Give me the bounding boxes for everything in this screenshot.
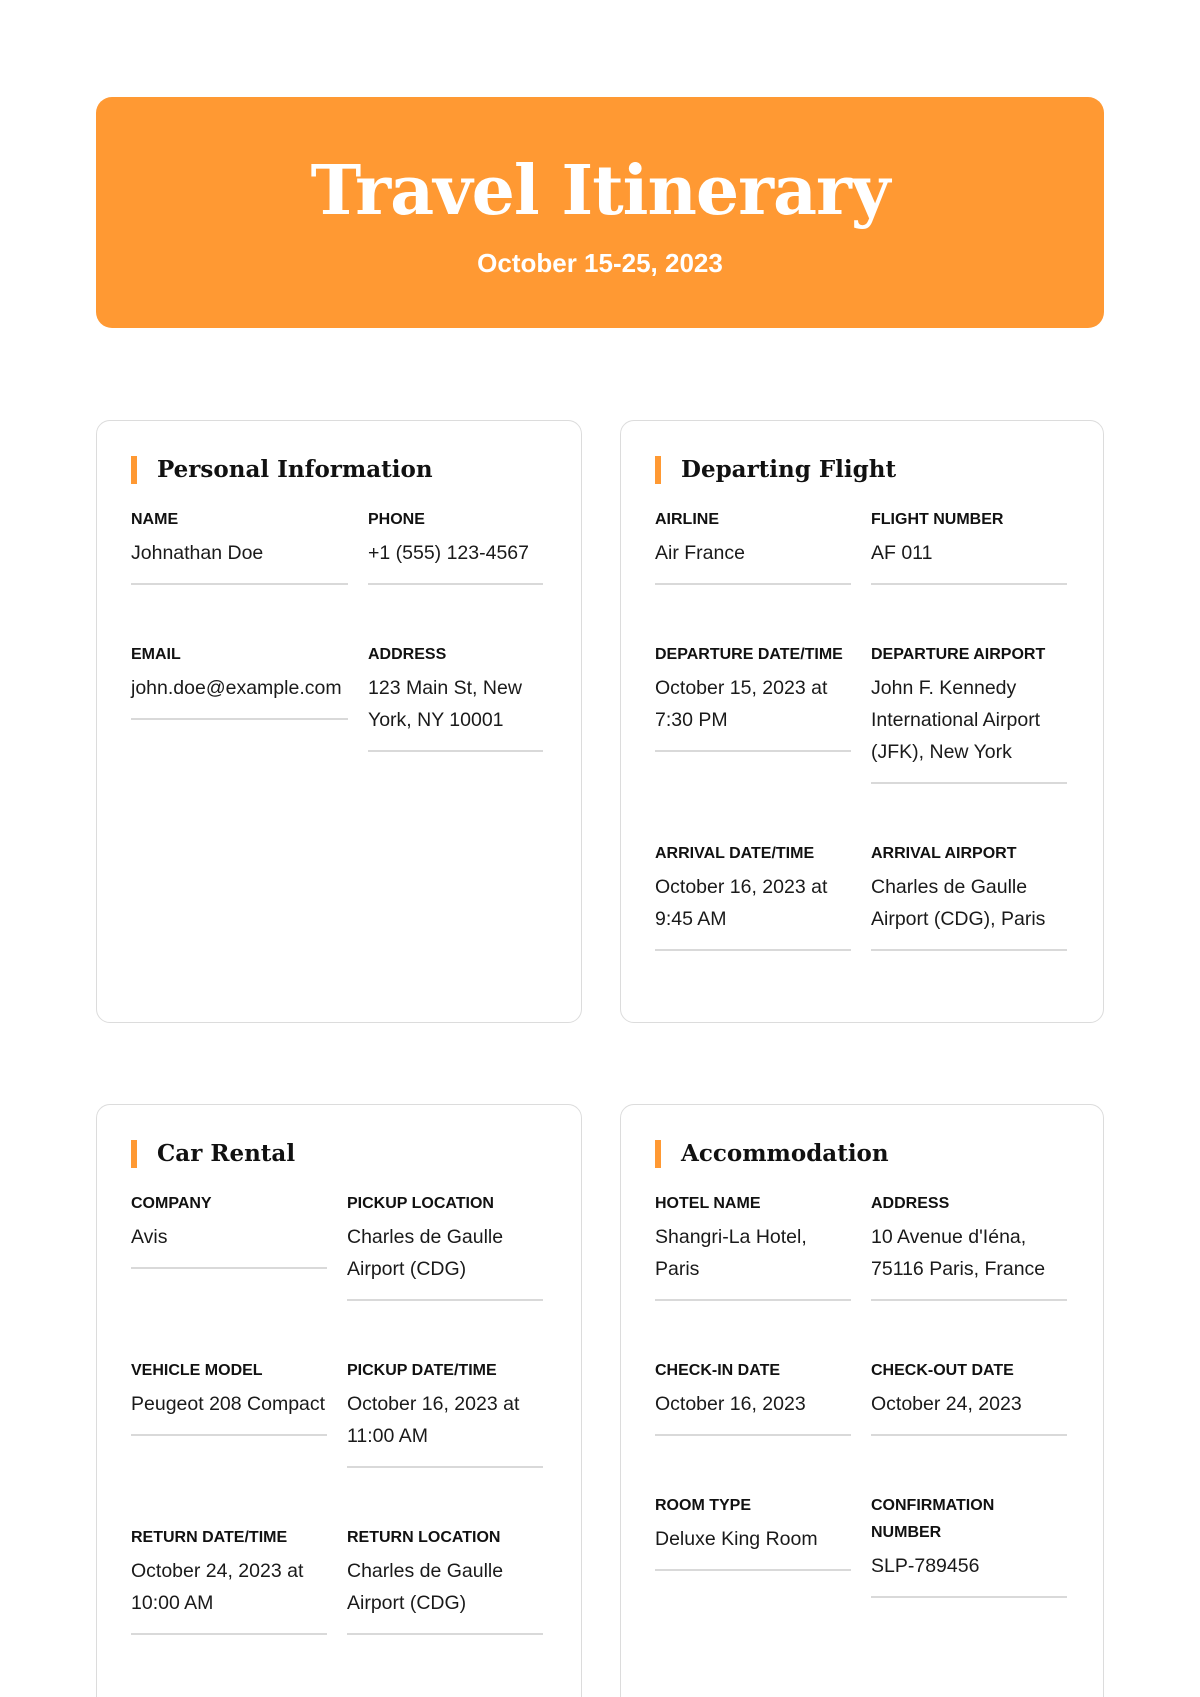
- field-label: PICKUP DATE/TIME: [347, 1362, 497, 1379]
- field-label: HOTEL NAME: [655, 1195, 761, 1212]
- field-email: [131, 641, 348, 720]
- accommodation-card: [620, 1104, 1104, 1697]
- card-title: Personal Information: [157, 456, 433, 483]
- field-label: EMAIL: [131, 646, 181, 663]
- field-airline: [655, 506, 851, 585]
- field-hotel-address: [871, 1190, 1067, 1301]
- field-label: ADDRESS: [871, 1195, 950, 1212]
- field-value: 123 Main St, New York, NY 10001: [368, 677, 522, 731]
- field-label: VEHICLE MODEL: [131, 1362, 263, 1379]
- field-grid: [131, 506, 547, 752]
- page-title: Travel Itinerary: [310, 151, 890, 231]
- date-range: October 15-25, 2023: [477, 248, 723, 278]
- field-value: Deluxe King Room: [655, 1528, 818, 1550]
- field-value: Shangri-La Hotel, Paris: [655, 1226, 807, 1280]
- departing-flight-card: [620, 420, 1104, 1023]
- field-value: john.doe@example.com: [131, 677, 342, 699]
- field-grid: [655, 1190, 1069, 1598]
- field-label: ARRIVAL DATE/TIME: [655, 845, 815, 862]
- accent-bar: [131, 1140, 137, 1168]
- field-return-datetime: [131, 1524, 327, 1635]
- field-label: PICKUP LOCATION: [347, 1195, 494, 1212]
- field-label: ADDRESS: [368, 646, 447, 663]
- accent-bar: [131, 456, 137, 484]
- field-label: CHECK-OUT DATE: [871, 1362, 1014, 1379]
- field-value: October 24, 2023 at 10:00 AM: [131, 1560, 304, 1614]
- field-pickup-location: [347, 1190, 543, 1301]
- field-value: October 15, 2023 at 7:30 PM: [655, 677, 828, 731]
- field-label: NAME: [131, 511, 179, 528]
- field-check-in-date: [655, 1357, 851, 1436]
- card-title: Accommodation: [681, 1140, 889, 1167]
- field-address: [368, 641, 543, 752]
- field-value: Johnathan Doe: [131, 542, 264, 564]
- field-grid: [131, 1190, 547, 1635]
- field-label: CHECK-IN DATE: [655, 1362, 781, 1379]
- field-value: October 24, 2023: [871, 1393, 1022, 1415]
- field-value: Peugeot 208 Compact: [131, 1393, 326, 1415]
- field-label: RETURN DATE/TIME: [131, 1529, 288, 1546]
- field-value: October 16, 2023: [655, 1393, 806, 1415]
- itinerary-header: [96, 97, 1104, 328]
- field-label: ROOM TYPE: [655, 1497, 752, 1514]
- card-title: Car Rental: [157, 1140, 296, 1167]
- field-label: DEPARTURE AIRPORT: [871, 646, 1046, 663]
- field-value: Charles de Gaulle Airport (CDG): [347, 1226, 504, 1280]
- card-header: [655, 456, 1069, 484]
- field-value: October 16, 2023 at 11:00 AM: [347, 1393, 520, 1447]
- field-value: Air France: [655, 542, 745, 564]
- field-label: FLIGHT NUMBER: [871, 511, 1004, 528]
- card-header: [131, 1140, 547, 1168]
- field-hotel-name: [655, 1190, 851, 1301]
- field-value: John F. Kennedy International Airport (JFK), New York: [871, 677, 1041, 763]
- field-departure-airport: [871, 641, 1067, 784]
- field-value: Charles de Gaulle Airport (CDG), Paris: [871, 876, 1046, 930]
- field-flight-number: [871, 506, 1067, 585]
- personal-information-card: [96, 420, 582, 1023]
- field-label: DEPARTURE DATE/TIME: [655, 646, 843, 663]
- field-value: Charles de Gaulle Airport (CDG): [347, 1560, 504, 1614]
- field-name: [131, 506, 348, 585]
- field-value: Avis: [131, 1226, 168, 1248]
- field-pickup-datetime: [347, 1357, 543, 1468]
- field-check-out-date: [871, 1357, 1067, 1436]
- field-label: CONFIRMATION NUMBER: [871, 1497, 995, 1541]
- field-label: RETURN LOCATION: [347, 1529, 501, 1546]
- field-value: +1 (555) 123-4567: [368, 542, 529, 564]
- field-label: PHONE: [368, 511, 425, 528]
- card-header: [131, 456, 547, 484]
- field-departure-datetime: [655, 641, 851, 752]
- accent-bar: [655, 456, 661, 484]
- field-value: 10 Avenue d'Iéna, 75116 Paris, France: [871, 1226, 1046, 1280]
- field-arrival-airport: [871, 840, 1067, 951]
- card-title: Departing Flight: [681, 456, 897, 483]
- field-room-type: [655, 1492, 851, 1571]
- field-vehicle-model: [131, 1357, 327, 1436]
- field-confirmation-number: [871, 1492, 1067, 1598]
- field-return-location: [347, 1524, 543, 1635]
- field-label: ARRIVAL AIRPORT: [871, 845, 1017, 862]
- card-header: [655, 1140, 1069, 1168]
- field-value: SLP-789456: [871, 1555, 980, 1577]
- field-label: AIRLINE: [655, 511, 719, 528]
- field-value: AF 011: [871, 542, 933, 564]
- field-company: [131, 1190, 327, 1269]
- field-phone: [368, 506, 543, 585]
- field-grid: [655, 506, 1069, 951]
- field-label: COMPANY: [131, 1195, 212, 1212]
- car-rental-card: [96, 1104, 582, 1697]
- field-arrival-datetime: [655, 840, 851, 951]
- field-value: October 16, 2023 at 9:45 AM: [655, 876, 828, 930]
- accent-bar: [655, 1140, 661, 1168]
